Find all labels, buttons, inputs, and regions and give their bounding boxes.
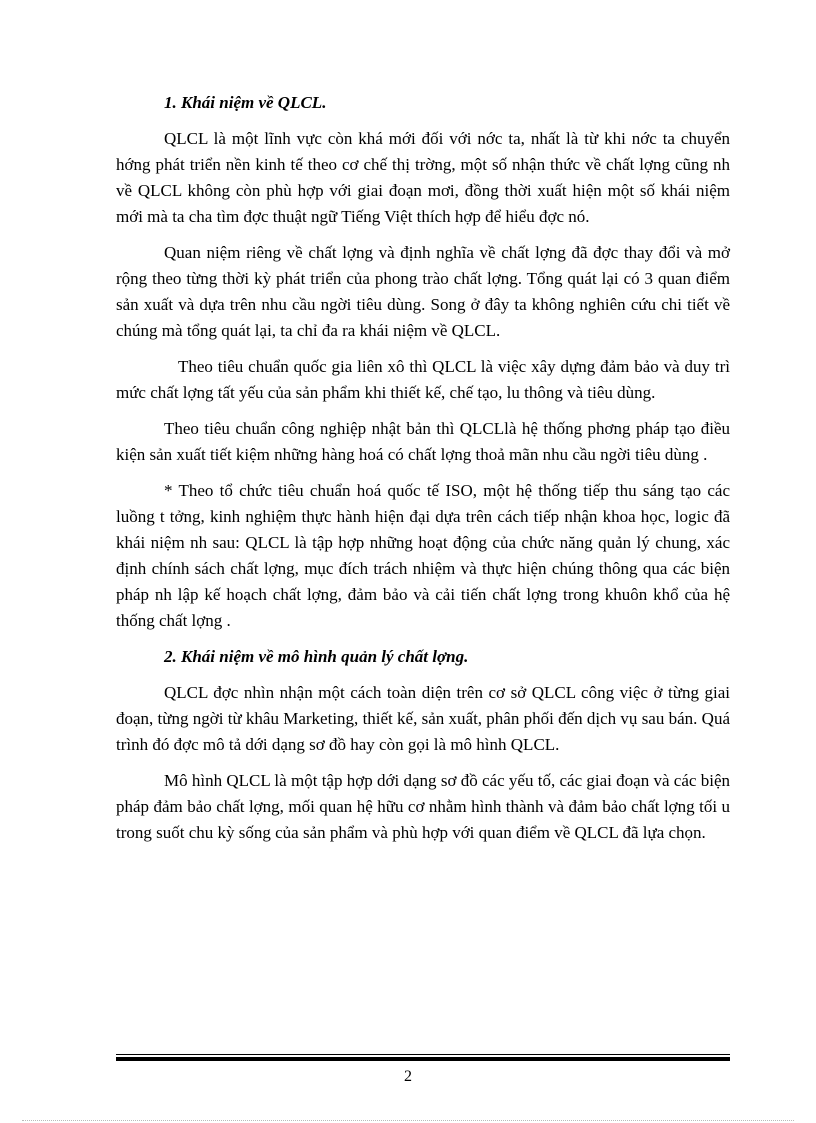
section-1-paragraph: Theo tiêu chuẩn quốc gia liên xô thì QLCL là việc xây dựng đảm bảo và duy trì mức chất lợng tất yếu của sản phẩm khi thiết kế, chế tạo, lu thông và tiêu dùng.	[116, 357, 730, 402]
document-body	[116, 90, 730, 856]
section-1-paragraph: * Theo tổ chức tiêu chuẩn hoá quốc tế ISO, một hệ thống tiếp thu sáng tạo các luồng t tởng, kinh nghiệm thực hành hiện đại dựa trên cách tiếp nhận khoa học, logic đã khái niệm nh sau: QLCL là tập hợp những hoạt động của chức năng quản lý chung, xác định chính sách chất lợng, mục đích trách nhiệm và thực hiện chúng thông qua các biện pháp nh lập kế hoạch chất lợng, đảm bảo và cải tiến chất lợng trong khuôn khổ của hệ thống chất lợng .	[116, 481, 730, 630]
section-1-paragraph: Quan niệm riêng về chất lợng và định nghĩa về chất lợng đã đợc thay đổi và mở rộng theo từng thời kỳ phát triển của phong trào chất lợng. Tổng quát lại có 3 quan điểm sản xuất và dựa trên nhu cầu ngời tiêu dùng. Song ở đây ta không nghiên cứu chi tiết về chúng mà tổng quát lại, ta chỉ đa ra khái niệm về QLCL.	[116, 243, 730, 340]
section-1-heading: 1. Khái niệm về QLCL.	[164, 93, 327, 112]
section-2-heading: 2. Khái niệm về mô hình quản lý chất lợng.	[164, 647, 469, 666]
footer-rule	[116, 1054, 730, 1061]
page-edge-divider	[22, 1120, 794, 1121]
section-1-paragraph: Theo tiêu chuẩn công nghiệp nhật bản thì QLCLlà hệ thống phơng pháp tạo điều kiện sản xuất tiết kiệm những hàng hoá có chất lợng thoả mãn nhu cầu ngời tiêu dùng .	[116, 419, 730, 464]
section-2-paragraph: QLCL đợc nhìn nhận một cách toàn diện trên cơ sở QLCL công việc ở từng giai đoạn, từng ngời từ khâu Marketing, thiết kế, sản xuất, phân phối đến dịch vụ sau bán. Quá trình đó đợc mô tả dới dạng sơ đồ hay còn gọi là mô hình QLCL.	[116, 683, 730, 754]
section-1-paragraph: QLCL là một lĩnh vực còn khá mới đối với nớc ta, nhất là từ khi nớc ta chuyển hớng phát triển nền kinh tế theo cơ chế thị trờng, một số nhận thức về chất lợng cũng nh về QLCL không còn phù hợp với giai đoạn mơi, đồng thời xuất hiện một số khái niệm mới mà ta cha tìm đợc thuật ngữ Tiếng Việt thích hợp để hiểu đợc nó.	[116, 129, 730, 226]
section-2-paragraph: Mô hình QLCL là một tập hợp dới dạng sơ đồ các yếu tố, các giai đoạn và các biện pháp đảm bảo chất lợng, mối quan hệ hữu cơ nhằm hình thành và đảm bảo chất lợng tối u trong suốt chu kỳ sống của sản phẩm và phù hợp với quan điểm về QLCL đã lựa chọn.	[116, 771, 730, 842]
page-number: 2	[404, 1068, 412, 1085]
